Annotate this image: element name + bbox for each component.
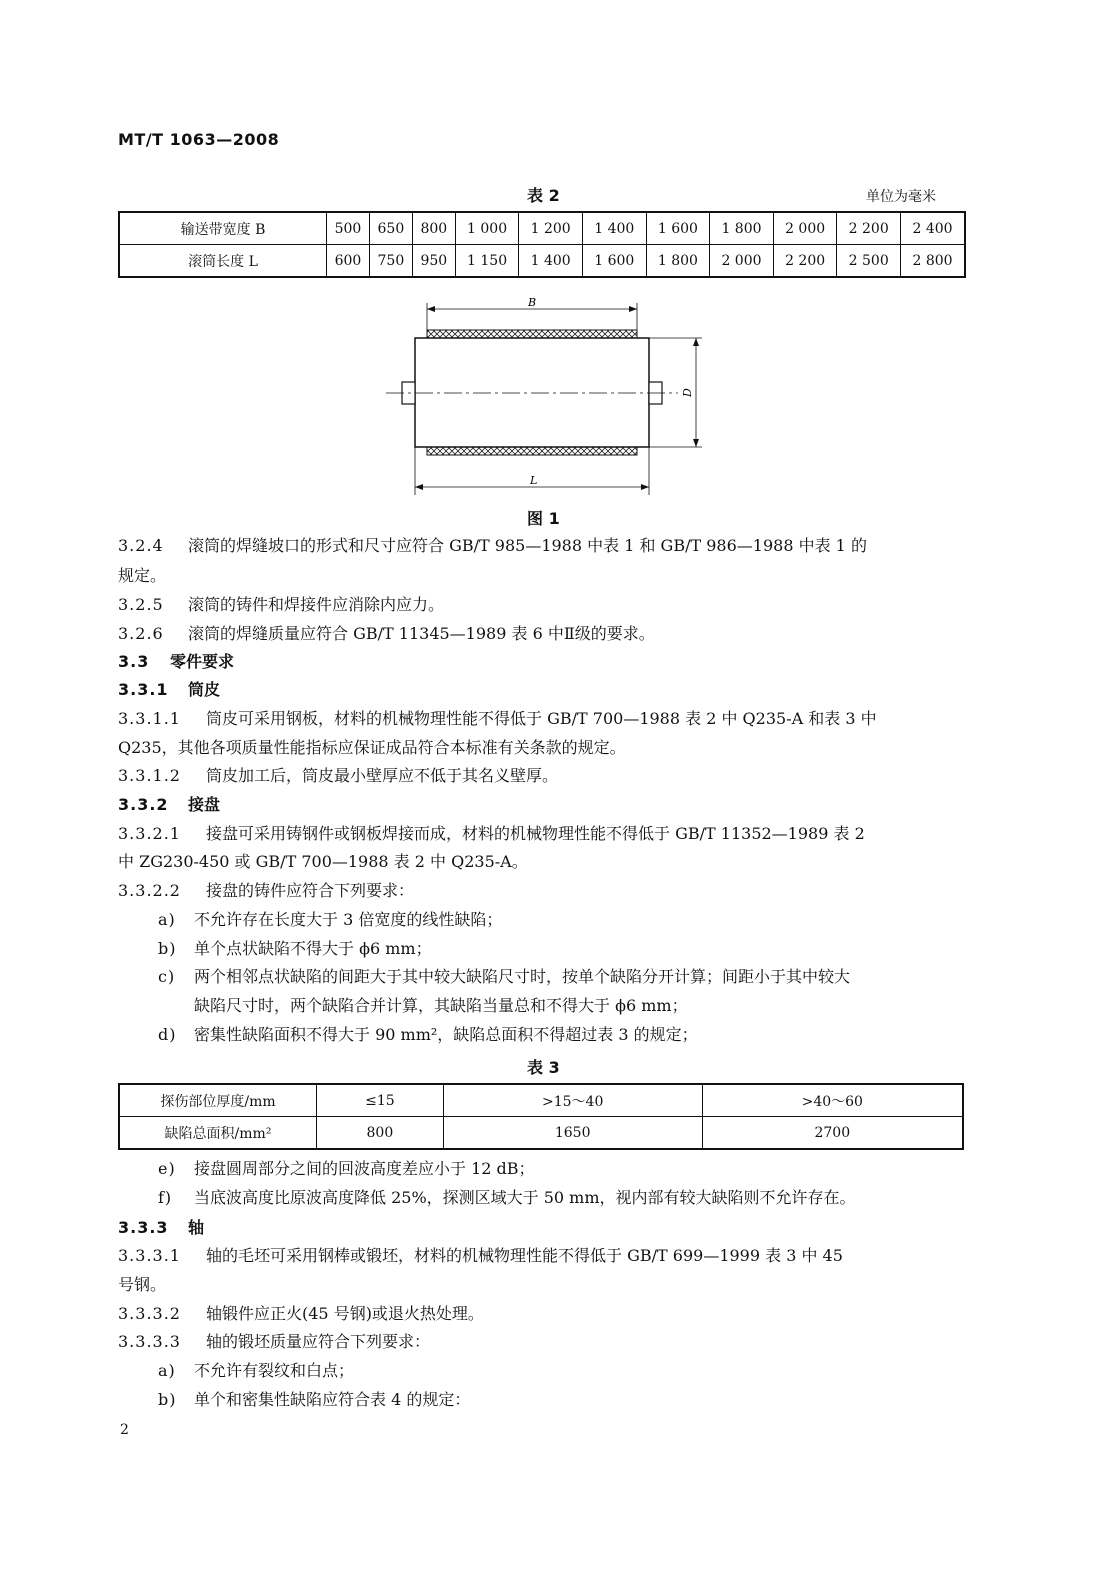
drum-drawing [380,295,720,500]
section-3-3-2: 3.3.2 接盘 [118,795,221,814]
list-item-f: f) 当底波高度比原波高度降低 25%，探测区域大于 50 mm，视内部有较大缺陷则不允许存在。 [158,1188,856,1207]
list-item-b2: b) 单个和密集性缺陷应符合表 4 的规定： [158,1390,471,1409]
paragraph-3-3-2-2: 3.3.2.2 接盘的铸件应符合下列要求： [118,881,415,900]
paragraph-3-3-3-2: 3.3.3.2 轴锻件应正火(45 号钢)或退火热处理。 [118,1304,484,1323]
table-header-row [119,1084,963,1117]
row-label: 滚筒长度 L [119,245,327,278]
table-2 [118,211,966,278]
table-cell: 1 400 [519,245,583,278]
table-cell: 600 [327,245,370,278]
paragraph-3-2-6: 3.2.6 滚筒的焊缝质量应符合 GB/T 11345—1989 表 6 中Ⅱ级的要求。 [118,624,655,643]
table3-caption: 表 3 [527,1058,560,1077]
table-cell: 800 [317,1117,444,1150]
paragraph-3-2-4-cont: 规定。 [118,566,167,585]
paragraph-3-3-2-1: 3.3.2.1 接盘可采用铸钢件或钢板焊接而成，材料的机械物理性能不得低于 GB/T 11352—1989 表 2 [118,824,865,843]
table-row [119,212,965,245]
section-3-3: 3.3 零件要求 [118,652,235,671]
paragraph-3-3-1-1-cont: Q235，其他各项质量性能指标应保证成品符合本标准有关条款的规定。 [118,738,626,757]
table-cell: 1 600 [582,245,646,278]
table-cell: 1 800 [646,245,710,278]
paragraph-3-3-3-1: 3.3.3.1 轴的毛坯可采用钢棒或锻坯，材料的机械物理性能不得低于 GB/T 699—1999 表 3 中 45 [118,1246,843,1265]
dim-b-label: B [528,296,537,309]
figure1-caption: 图 1 [527,509,560,528]
paragraph-3-3-2-1-cont: 中 ZG230-450 或 GB/T 700—1988 表 2 中 Q235-A。 [118,852,528,871]
standard-number: MT/T 1063—2008 [118,130,280,149]
table-header-cell: ≤15 [317,1084,444,1117]
list-item-e: e) 接盘圆周部分之间的回波高度差应小于 12 dB； [158,1159,535,1178]
table-cell: 800 [412,212,455,245]
section-3-3-3: 3.3.3 轴 [118,1218,205,1237]
table-cell: 1 150 [455,245,519,278]
list-item-c: c) 两个相邻点状缺陷的间距大于其中较大缺陷尺寸时，按单个缺陷分开计算；间距小于其中较大 [158,967,851,986]
paragraph-3-3-3-3: 3.3.3.3 轴的锻坯质量应符合下列要求： [118,1332,431,1351]
table2-caption: 表 2 [527,186,560,205]
table-cell: 2 500 [837,245,901,278]
table-cell: 1 400 [582,212,646,245]
table-cell: 750 [369,245,412,278]
list-item-c-cont: 缺陷尺寸时，两个缺陷合并计算，其缺陷当量总和不得大于 ϕ6 mm； [194,996,688,1015]
paragraph-3-2-5: 3.2.5 滚筒的铸件和焊接件应消除内应力。 [118,595,445,614]
list-item-b: b) 单个点状缺陷不得大于 ϕ6 mm； [158,939,432,958]
table-cell: 2 200 [837,212,901,245]
table-3 [118,1083,964,1150]
table-cell: 2 800 [901,245,965,278]
list-item-a2: a) 不允许有裂纹和白点； [158,1361,355,1380]
table-cell: 2 000 [710,245,774,278]
table-cell: 1650 [443,1117,702,1150]
table-row [119,1117,963,1150]
table-cell: 500 [327,212,370,245]
table-header-cell: >40～60 [702,1084,963,1117]
table-row [119,245,965,278]
paragraph-3-3-1-1: 3.3.1.1 筒皮可采用钢板，材料的机械物理性能不得低于 GB/T 700—1988 表 2 中 Q235-A 和表 3 中 [118,709,877,728]
list-item-d: d) 密集性缺陷面积不得大于 90 mm²，缺陷总面积不得超过表 3 的规定； [158,1025,698,1044]
table-cell: 2 400 [901,212,965,245]
row-label: 缺陷总面积/mm² [119,1117,317,1150]
list-item-a: a) 不允许存在长度大于 3 倍宽度的线性缺陷； [158,910,503,929]
table2-unit: 单位为毫米 [866,189,936,205]
table-header-cell: 探伤部位厚度/mm [119,1084,317,1117]
table-cell: 2 200 [773,245,837,278]
section-3-3-1: 3.3.1 筒皮 [118,680,221,699]
table-cell: 1 000 [455,212,519,245]
paragraph-3-2-4: 3.2.4 滚筒的焊缝坡口的形式和尺寸应符合 GB/T 985—1988 中表 1 和 GB/T 986—1988 中表 1 的 [118,536,867,555]
paragraph-3-3-3-1-cont: 号钢。 [118,1275,167,1294]
dim-d-label: D [681,388,694,397]
table-cell: 1 200 [519,212,583,245]
table-cell: 1 800 [710,212,774,245]
table-cell: 650 [369,212,412,245]
page-number: 2 [120,1422,129,1438]
paragraph-3-3-1-2: 3.3.1.2 筒皮加工后，筒皮最小壁厚应不低于其名义壁厚。 [118,766,559,785]
row-label: 输送带宽度 B [119,212,327,245]
table-header-cell: >15～40 [443,1084,702,1117]
table-cell: 2 000 [773,212,837,245]
table-cell: 2700 [702,1117,963,1150]
table-cell: 950 [412,245,455,278]
dim-l-label: L [530,474,538,487]
table-cell: 1 600 [646,212,710,245]
